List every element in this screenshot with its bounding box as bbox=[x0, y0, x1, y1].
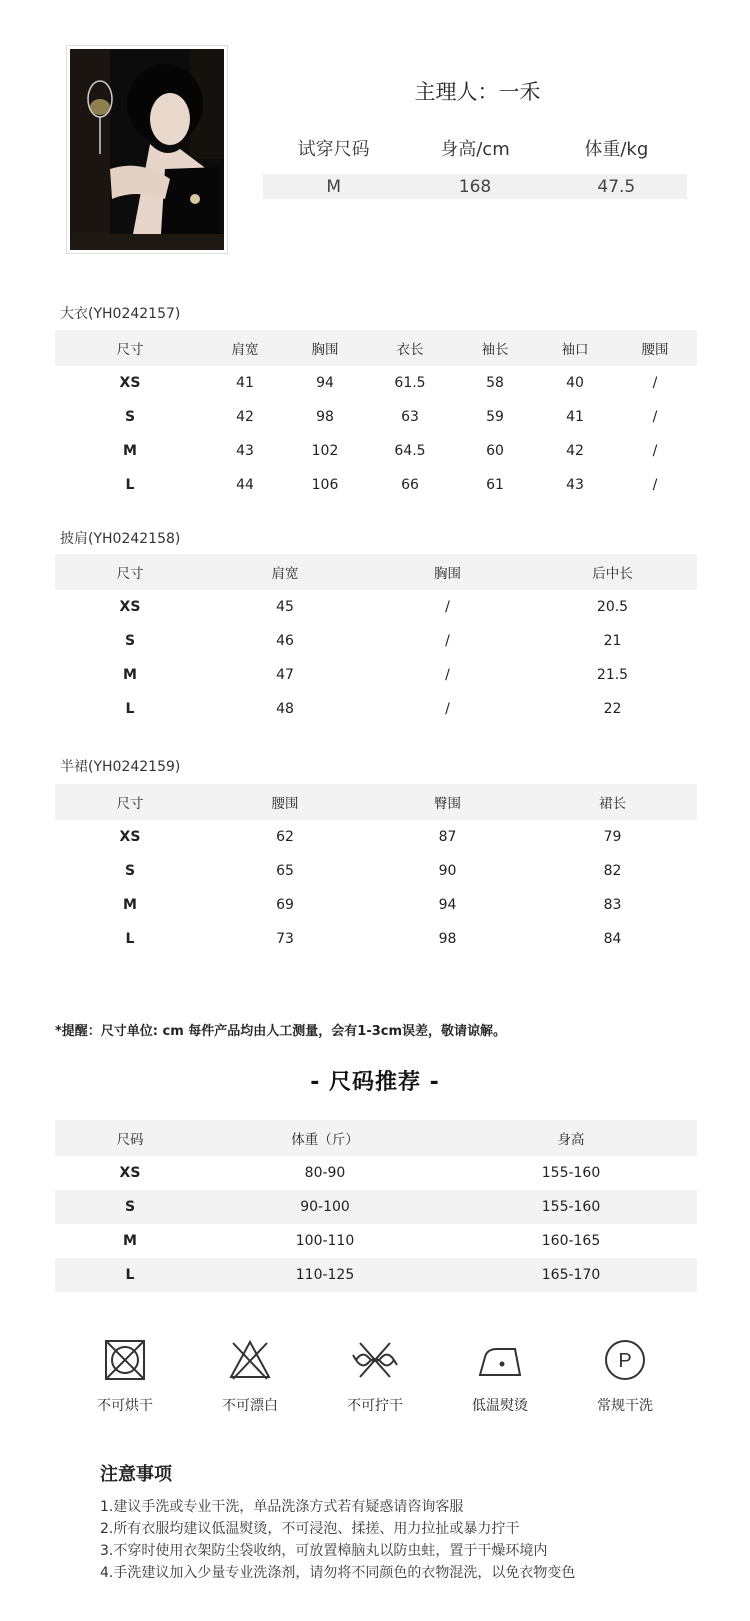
dry-clean-p-icon bbox=[602, 1337, 648, 1383]
table-cell: 98 bbox=[316, 409, 334, 425]
table-cell: 58 bbox=[486, 375, 504, 391]
table-cell: 106 bbox=[311, 477, 339, 493]
table-header-cell: 肩宽 bbox=[231, 342, 259, 358]
table-row bbox=[55, 624, 697, 658]
size-cell: M bbox=[123, 667, 137, 683]
table-header-cell: 尺寸 bbox=[116, 342, 144, 358]
cape-section-label: 披肩(YH0242158) bbox=[60, 531, 181, 547]
table-cell: 98 bbox=[438, 931, 457, 947]
table-row bbox=[55, 658, 697, 692]
table-cell: 155-160 bbox=[541, 1165, 601, 1181]
table-cell: 62 bbox=[276, 829, 294, 845]
size-reminder: *提醒：尺寸单位: cm 每件产品均由人工测量，会有1-3cm误差，敬请谅解。 bbox=[55, 1024, 507, 1039]
model-photo-illustration bbox=[70, 49, 224, 250]
table-cell: 94 bbox=[316, 375, 334, 391]
table-row bbox=[55, 820, 697, 854]
table-header-cell: 臀围 bbox=[434, 796, 461, 812]
skirt-section-label: 半裙(YH0242159) bbox=[60, 759, 181, 775]
table-row bbox=[55, 1258, 697, 1292]
no-wring-icon bbox=[352, 1337, 398, 1383]
table-row bbox=[55, 922, 697, 956]
model-value-row bbox=[263, 174, 687, 199]
size-cell: S bbox=[124, 633, 136, 649]
table-header-cell: 体重（斤） bbox=[291, 1132, 359, 1148]
table-cell: 87 bbox=[438, 829, 457, 845]
table-cell: 80-90 bbox=[304, 1165, 346, 1181]
table-cell: 83 bbox=[603, 897, 622, 913]
model-photo-frame bbox=[66, 45, 228, 254]
table-cell: 66 bbox=[401, 477, 419, 493]
table-cell: 61.5 bbox=[394, 375, 426, 391]
table-cell: 41 bbox=[566, 409, 584, 425]
table-cell: 65 bbox=[276, 863, 294, 879]
table-header-row bbox=[55, 784, 697, 820]
table-row bbox=[55, 888, 697, 922]
table-cell: 21.5 bbox=[596, 667, 629, 683]
table-cell: 40 bbox=[566, 375, 584, 391]
table-cell: 47 bbox=[276, 667, 294, 683]
table-cell: / bbox=[445, 667, 450, 683]
size-cell: S bbox=[124, 409, 136, 425]
model-value-cell: 168 bbox=[458, 176, 492, 197]
table-cell: / bbox=[445, 599, 450, 615]
table-cell: 79 bbox=[603, 829, 622, 845]
size-cell: L bbox=[125, 931, 135, 947]
table-header-cell: 尺寸 bbox=[116, 566, 144, 582]
table-row bbox=[55, 854, 697, 888]
size-cell: S bbox=[124, 1199, 136, 1215]
table-row bbox=[55, 468, 697, 502]
table-cell: 48 bbox=[276, 701, 294, 717]
model-value-cell: M bbox=[326, 176, 341, 197]
care-item bbox=[445, 1337, 555, 1415]
table-header-cell: 腰围 bbox=[641, 342, 669, 358]
table-header-cell: 裙长 bbox=[599, 796, 626, 812]
table-header-cell: 肩宽 bbox=[271, 566, 299, 582]
coat-section-label: 大衣(YH0242157) bbox=[60, 306, 181, 322]
recommend-size-table bbox=[55, 1120, 697, 1292]
recommend-title: - 尺码推荐 - bbox=[310, 1070, 440, 1095]
size-cell: S bbox=[124, 863, 136, 879]
table-header-cell: 尺码 bbox=[116, 1132, 144, 1148]
table-header-row bbox=[55, 554, 697, 590]
table-cell: 155-160 bbox=[541, 1199, 601, 1215]
size-cell: XS bbox=[119, 599, 141, 615]
table-cell: 90 bbox=[438, 863, 457, 879]
model-header-row bbox=[263, 130, 687, 166]
size-cell: L bbox=[125, 477, 135, 493]
table-cell: 160-165 bbox=[541, 1233, 601, 1249]
table-cell: 45 bbox=[276, 599, 294, 615]
svg-text:P: P bbox=[618, 1350, 632, 1372]
note-item: 1.建议手洗或专业干洗，单品洗涤方式若有疑惑请咨询客服 bbox=[100, 1499, 464, 1515]
table-cell: / bbox=[445, 633, 450, 649]
table-cell: 110-125 bbox=[295, 1267, 355, 1283]
care-label: 低温熨烫 bbox=[472, 1398, 528, 1414]
table-cell: / bbox=[652, 409, 658, 425]
table-cell: 43 bbox=[236, 443, 254, 459]
care-item bbox=[70, 1337, 180, 1415]
care-label: 不可烘干 bbox=[97, 1398, 153, 1414]
note-item: 2.所有衣服均建议低温熨烫，不可浸泡、揉搓、用力拉扯或暴力拧干 bbox=[100, 1521, 520, 1537]
table-row bbox=[55, 692, 697, 726]
model-value-cell: 47.5 bbox=[597, 176, 636, 197]
table-cell: 82 bbox=[603, 863, 622, 879]
table-cell: 59 bbox=[486, 409, 504, 425]
table-header-row bbox=[55, 1120, 697, 1156]
table-cell: 69 bbox=[276, 897, 294, 913]
table-row bbox=[55, 434, 697, 468]
no-bleach-icon bbox=[227, 1337, 273, 1383]
table-cell: 43 bbox=[566, 477, 584, 493]
care-label: 不可拧干 bbox=[347, 1398, 403, 1414]
care-notes bbox=[100, 1460, 575, 1584]
model-header-cell: 试穿尺码 bbox=[297, 139, 370, 160]
care-label: 常规干洗 bbox=[597, 1398, 653, 1414]
table-cell: 46 bbox=[276, 633, 294, 649]
table-row bbox=[55, 1224, 697, 1258]
table-cell: 42 bbox=[566, 443, 584, 459]
model-photo bbox=[70, 49, 224, 250]
size-cell: M bbox=[123, 897, 137, 913]
table-cell: 44 bbox=[236, 477, 254, 493]
size-cell: L bbox=[125, 1267, 135, 1283]
table-cell: 102 bbox=[311, 443, 339, 459]
table-cell: / bbox=[445, 701, 450, 717]
table-header-cell: 胸围 bbox=[434, 566, 461, 582]
no-tumble-dry-icon bbox=[102, 1337, 148, 1383]
table-cell: 60 bbox=[486, 443, 504, 459]
table-cell: 73 bbox=[276, 931, 294, 947]
table-cell: 100-110 bbox=[295, 1233, 355, 1249]
iron-low-icon bbox=[477, 1337, 523, 1383]
table-row bbox=[55, 400, 697, 434]
care-item bbox=[320, 1337, 430, 1415]
table-header-cell: 尺寸 bbox=[116, 796, 144, 812]
table-cell: 21 bbox=[603, 633, 622, 649]
table-cell: 22 bbox=[603, 701, 622, 717]
skirt-size-table bbox=[55, 784, 697, 956]
note-item: 3.不穿时使用衣架防尘袋收纳，可放置樟脑丸以防虫蛀，置于干燥环境内 bbox=[100, 1543, 548, 1559]
table-cell: 165-170 bbox=[541, 1267, 601, 1283]
table-cell: / bbox=[652, 477, 658, 493]
table-header-cell: 袖口 bbox=[561, 342, 589, 358]
table-cell: 61 bbox=[486, 477, 504, 493]
cape-size-table bbox=[55, 554, 697, 726]
table-cell: / bbox=[652, 375, 658, 391]
coat-size-table bbox=[55, 330, 697, 502]
table-row bbox=[55, 366, 697, 400]
table-header-cell: 胸围 bbox=[311, 342, 339, 358]
table-cell: 42 bbox=[236, 409, 254, 425]
care-instructions bbox=[70, 1337, 680, 1415]
table-cell: 94 bbox=[438, 897, 457, 913]
table-cell: 64.5 bbox=[394, 443, 426, 459]
table-cell: 90-100 bbox=[300, 1199, 350, 1215]
size-cell: XS bbox=[119, 829, 141, 845]
table-row bbox=[55, 590, 697, 624]
table-header-cell: 后中长 bbox=[592, 566, 633, 582]
table-cell: 63 bbox=[401, 409, 419, 425]
care-item bbox=[195, 1337, 305, 1415]
table-header-row bbox=[55, 330, 697, 366]
care-label: 不可漂白 bbox=[222, 1398, 278, 1414]
table-cell: 84 bbox=[603, 931, 622, 947]
table-header-cell: 衣长 bbox=[396, 342, 424, 358]
table-row bbox=[55, 1156, 697, 1190]
model-header-cell: 身高/cm bbox=[440, 139, 510, 160]
size-cell: XS bbox=[119, 1165, 141, 1181]
table-cell: / bbox=[652, 443, 658, 459]
size-cell: M bbox=[123, 443, 137, 459]
model-header-cell: 体重/kg bbox=[584, 139, 649, 160]
table-cell: 20.5 bbox=[596, 599, 629, 615]
table-header-cell: 身高 bbox=[557, 1132, 585, 1148]
size-cell: L bbox=[125, 701, 135, 717]
size-cell: XS bbox=[119, 375, 141, 391]
care-item bbox=[570, 1337, 680, 1415]
note-item: 4.手洗建议加入少量专业洗涤剂，请勿将不同颜色的衣物混洗，以免衣物变色 bbox=[100, 1565, 576, 1581]
model-title: 主理人：一禾 bbox=[414, 80, 541, 104]
table-row bbox=[55, 1190, 697, 1224]
size-cell: M bbox=[123, 1233, 137, 1249]
table-header-cell: 袖长 bbox=[481, 342, 509, 358]
table-cell: 41 bbox=[236, 375, 254, 391]
model-info-table bbox=[263, 130, 687, 199]
notes-title: 注意事项 bbox=[100, 1464, 172, 1485]
table-header-cell: 腰围 bbox=[271, 796, 299, 812]
